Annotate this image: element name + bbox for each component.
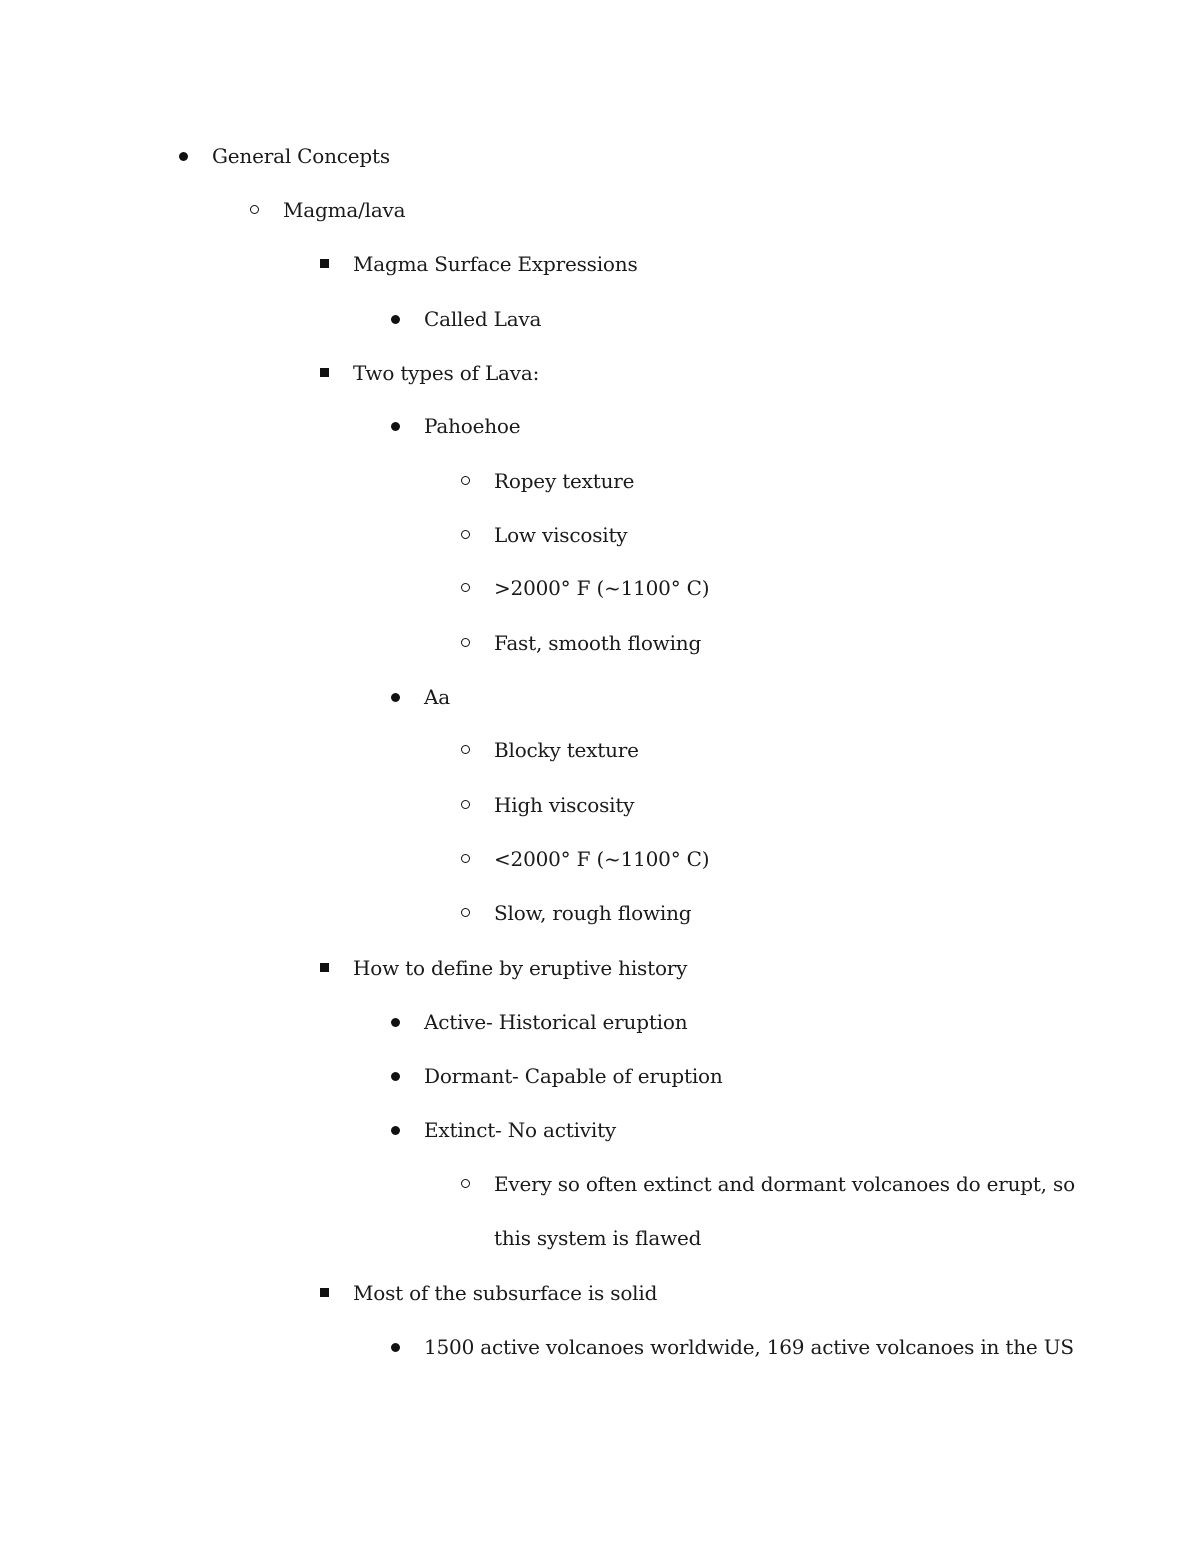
outline-text: this system is flawed xyxy=(494,1226,702,1250)
outline-text: Every so often extinct and dormant volcanoes do erupt, so xyxy=(494,1172,1075,1196)
circle-bullet-icon xyxy=(459,520,479,550)
circle-bullet-icon xyxy=(459,466,479,496)
outline-text: Dormant- Capable of eruption xyxy=(424,1064,723,1088)
outline-text: Low viscosity xyxy=(494,523,628,547)
disc-bullet-icon xyxy=(388,682,408,712)
outline-text: How to define by eruptive history xyxy=(353,956,688,980)
outline-text: General Concepts xyxy=(212,144,390,168)
square-bullet-icon xyxy=(317,249,337,279)
outline-text: High viscosity xyxy=(494,793,635,817)
outline-text: Pahoehoe xyxy=(424,414,521,438)
square-bullet-icon xyxy=(317,1278,337,1308)
circle-bullet-icon xyxy=(459,1169,479,1199)
outline-text: Magma Surface Expressions xyxy=(353,252,638,276)
circle-bullet-icon xyxy=(248,195,268,225)
outline-text: Active- Historical eruption xyxy=(424,1010,688,1034)
disc-bullet-icon xyxy=(176,141,196,171)
outline-text: Slow, rough flowing xyxy=(494,901,692,925)
square-bullet-icon xyxy=(317,358,337,388)
disc-bullet-icon xyxy=(388,1007,408,1037)
disc-bullet-icon xyxy=(388,304,408,334)
disc-bullet-icon xyxy=(388,411,408,441)
disc-bullet-icon xyxy=(388,1061,408,1091)
outline-text: 1500 active volcanoes worldwide, 169 active volcanoes in the US xyxy=(424,1335,1074,1359)
circle-bullet-icon xyxy=(459,573,479,603)
outline-text: Fast, smooth flowing xyxy=(494,631,702,655)
outline-text: Blocky texture xyxy=(494,738,639,762)
outline-text: Aa xyxy=(424,685,450,709)
disc-bullet-icon xyxy=(388,1332,408,1362)
outline-text: Magma/lava xyxy=(283,198,406,222)
outline-text: Ropey texture xyxy=(494,469,635,493)
circle-bullet-icon xyxy=(459,735,479,765)
square-bullet-icon xyxy=(317,953,337,983)
circle-bullet-icon xyxy=(459,898,479,928)
circle-bullet-icon xyxy=(459,628,479,658)
circle-bullet-icon xyxy=(459,790,479,820)
outline-text: Called Lava xyxy=(424,307,542,331)
outline-text: Most of the subsurface is solid xyxy=(353,1281,658,1305)
outline-text: <2000° F (~1100° C) xyxy=(494,847,710,871)
outline-text: Two types of Lava: xyxy=(353,361,540,385)
outline-text: >2000° F (~1100° C) xyxy=(494,576,710,600)
disc-bullet-icon xyxy=(388,1115,408,1145)
outline-text: Extinct- No activity xyxy=(424,1118,617,1142)
circle-bullet-icon xyxy=(459,844,479,874)
